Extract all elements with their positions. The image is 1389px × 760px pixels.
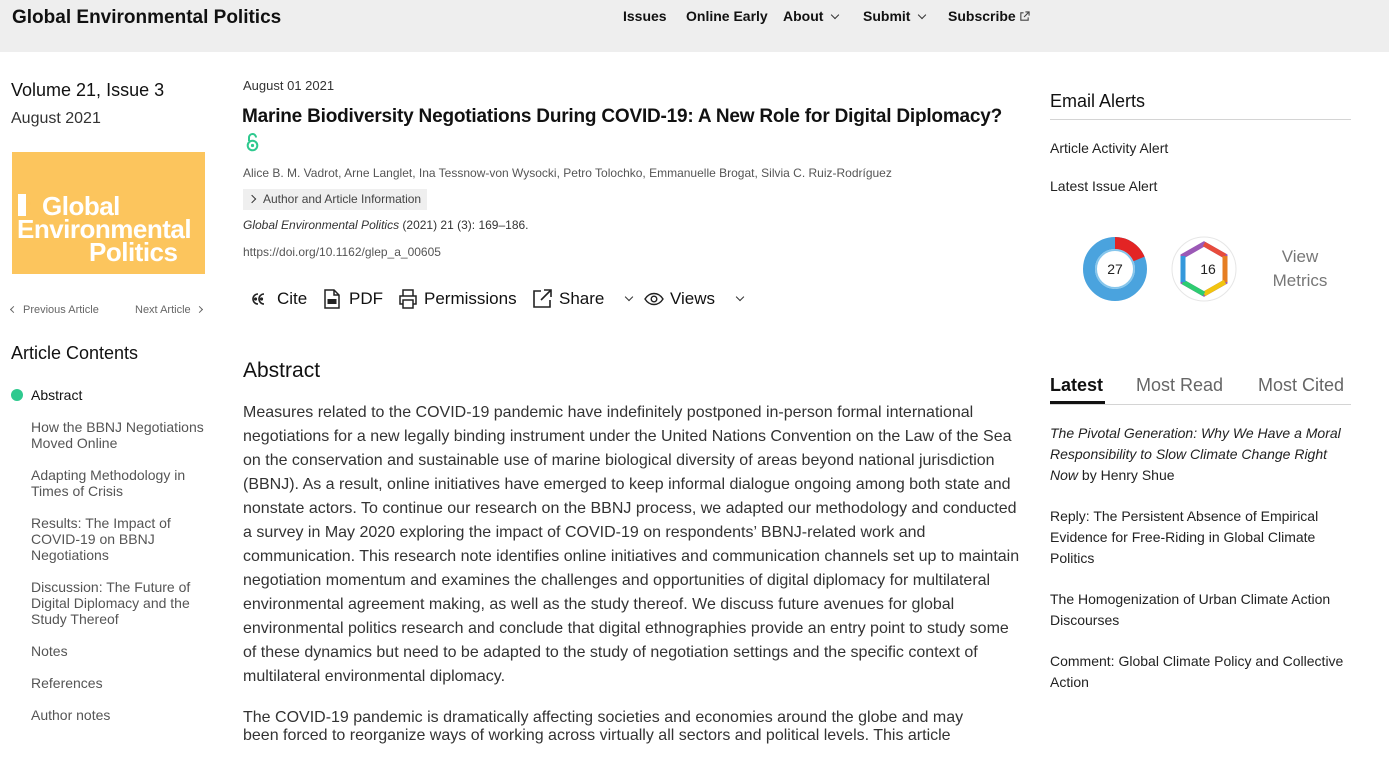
- toc-item-abstract[interactable]: Abstract: [31, 387, 83, 403]
- nav-submit-label: Submit: [863, 8, 911, 24]
- cover-line-2: Environmental: [17, 214, 192, 244]
- previous-article-link[interactable]: [11, 304, 99, 316]
- latest-article-link[interactable]: Comment: Global Climate Policy and Collective Action: [1050, 653, 1344, 690]
- chevron-down-icon: [736, 293, 744, 301]
- latest-article-link[interactable]: [1050, 423, 1350, 486]
- nav-online-early[interactable]: Online Early: [686, 8, 768, 24]
- views-label: Views: [670, 289, 716, 308]
- toc-item-results[interactable]: Results: The Impact of COVID-19 on BBNJ Negotiations: [31, 515, 171, 563]
- article-title: Marine Biodiversity Negotiations During COVID-19: A New Role for Digital Diplomacy?: [242, 106, 1003, 127]
- chevron-down-icon: [831, 11, 839, 19]
- view-metrics-link[interactable]: View Metrics: [1272, 247, 1328, 290]
- pdf-file-icon: [323, 289, 341, 309]
- pdf-label: PDF: [349, 289, 383, 308]
- chevron-down-icon: [625, 293, 633, 301]
- nav-issues[interactable]: Issues: [623, 8, 667, 24]
- share-icon: [533, 289, 552, 308]
- latest-article-title: The Pivotal Generation: Why We Have a Moral Responsibility to Slow Climate Change Right Now: [1050, 425, 1341, 483]
- latest-issue-alert-link[interactable]: Latest Issue Alert: [1050, 178, 1158, 194]
- cover-title: [17, 191, 192, 267]
- site-header: [0, 0, 1389, 52]
- article-contents-heading: Article Contents: [11, 343, 139, 363]
- next-article-link[interactable]: [135, 304, 202, 316]
- citation-journal: Global Environmental Politics: [243, 218, 400, 232]
- chevron-left-icon: [10, 306, 17, 313]
- email-alerts-heading: Email Alerts: [1050, 91, 1146, 111]
- latest-article-link[interactable]: The Homogenization of Urban Climate Action Discourses: [1050, 591, 1331, 628]
- toc-item-author-notes[interactable]: Author notes: [31, 707, 111, 723]
- dimensions-score: 16: [1200, 261, 1216, 277]
- toc-item-adapting-methodology[interactable]: Adapting Methodology in Times of Crisis: [31, 467, 186, 499]
- tab-latest[interactable]: Latest: [1050, 375, 1104, 395]
- open-access-icon: [245, 132, 260, 152]
- share-dropdown[interactable]: [533, 288, 629, 310]
- issue-volume[interactable]: Volume 21, Issue 3: [11, 80, 165, 100]
- article-authors[interactable]: Alice B. M. Vadrot, Arne Langlet, Ina Tessnow-von Wysocki, Petro Tolochko, Emmanuelle Brogat, Silvia C. Ruiz-Rodríguez: [243, 166, 892, 180]
- toc-item-notes[interactable]: Notes: [31, 643, 68, 659]
- chevron-right-icon: [196, 306, 203, 313]
- toc-item-discussion[interactable]: Discussion: The Future of Digital Diplomacy and the Study Thereof: [31, 579, 191, 627]
- article-date: August 01 2021: [243, 78, 335, 93]
- pdf-button[interactable]: [323, 288, 385, 310]
- active-section-indicator: [11, 389, 23, 401]
- tab-most-cited[interactable]: Most Cited: [1258, 375, 1345, 395]
- article-activity-alert-link[interactable]: Article Activity Alert: [1050, 140, 1169, 156]
- divider: [1050, 119, 1351, 120]
- cite-button[interactable]: [250, 288, 310, 310]
- previous-article-label: Previous Article: [23, 304, 99, 316]
- views-dropdown[interactable]: [644, 288, 740, 310]
- altmetric-score: 27: [1107, 261, 1123, 277]
- author-article-info-toggle[interactable]: [243, 189, 427, 210]
- eye-icon: [644, 289, 664, 309]
- tab-most-read[interactable]: Most Read: [1136, 375, 1224, 395]
- external-link-icon: [1019, 11, 1030, 22]
- toc-item-references[interactable]: References: [31, 675, 103, 691]
- abstract-heading: Abstract: [243, 359, 321, 382]
- issue-cover-image[interactable]: [12, 152, 205, 274]
- issue-date: August 2021: [11, 110, 101, 127]
- body-paragraph: The COVID-19 pandemic is dramatically affecting societies and economies around the globe and may: [243, 709, 964, 726]
- cover-line-3: Politics: [89, 237, 178, 267]
- latest-article-link[interactable]: Reply: The Persistent Absence of Empirical Evidence for Free-Riding in Global Climate Politics: [1050, 508, 1319, 566]
- svg-text:MIT: MIT: [27, 198, 33, 208]
- abstract-text: Measures related to the COVID-19 pandemic have indefinitely postponed in-person formal international negotiations for a new legally binding instrument under the United Nations Convention on the Law of the Sea on the conservation and sustainable use of marine biological diversity of areas beyond national jurisdiction (BBNJ). As a result, online initiatives have emerged to keep informal dialogue ongoing among both state and nonstate actors. To continue our research on the BBNJ process, we adapted our methodology and conducted a survey in May 2020 exploring the impact of COVID-19 on respondents’ BBNJ-related work and communication. This research note identifies online initiatives and communication channels set up to maintain negotiation momentum and examines the challenges and opportunities of digital diplomacy for multilateral environmental agreement making, as well as the study thereof. We discuss future avenues for global environmental politics research and conclude that digital ethnographies provide an entry point to study some of these dynamics but need to be adapted to the study of negotiation settings and the specific context of multilateral environmental diplomacy.: [243, 404, 1020, 685]
- cover-line-1: Global: [42, 191, 120, 221]
- cite-label: Cite: [277, 289, 308, 308]
- latest-article-author: by Henry Shue: [1078, 467, 1175, 483]
- site-brand[interactable]: Global Environmental Politics: [12, 7, 282, 28]
- chevron-right-icon: [248, 195, 256, 203]
- toc-item-how-bbnj-moved-online[interactable]: How the BBNJ Negotiations Moved Online: [31, 419, 204, 451]
- nav-about[interactable]: [783, 8, 838, 24]
- next-article-label: Next Article: [135, 304, 191, 316]
- nav-about-label: About: [783, 8, 824, 24]
- permissions-button[interactable]: [399, 288, 519, 310]
- nav-submit[interactable]: [863, 8, 925, 24]
- citation-details: (2021) 21 (3): 169–186.: [399, 218, 529, 232]
- quote-icon: [250, 289, 270, 309]
- body-paragraph-cutoff: been forced to reorganize ways of working across virtually all sectors and political levels. This article: [243, 727, 951, 744]
- tabs-divider: [1050, 404, 1351, 405]
- doi-link[interactable]: https://doi.org/10.1162/glep_a_00605: [243, 245, 441, 259]
- chevron-down-icon: [918, 11, 926, 19]
- share-label: Share: [559, 289, 605, 308]
- author-article-info-label: Author and Article Information: [263, 192, 422, 206]
- nav-subscribe-label: Subscribe: [948, 8, 1016, 24]
- printer-icon: [399, 289, 417, 309]
- permissions-label: Permissions: [424, 289, 517, 308]
- nav-subscribe[interactable]: [948, 8, 1030, 24]
- active-tab-indicator: [1050, 401, 1105, 404]
- article-citation: [243, 218, 529, 232]
